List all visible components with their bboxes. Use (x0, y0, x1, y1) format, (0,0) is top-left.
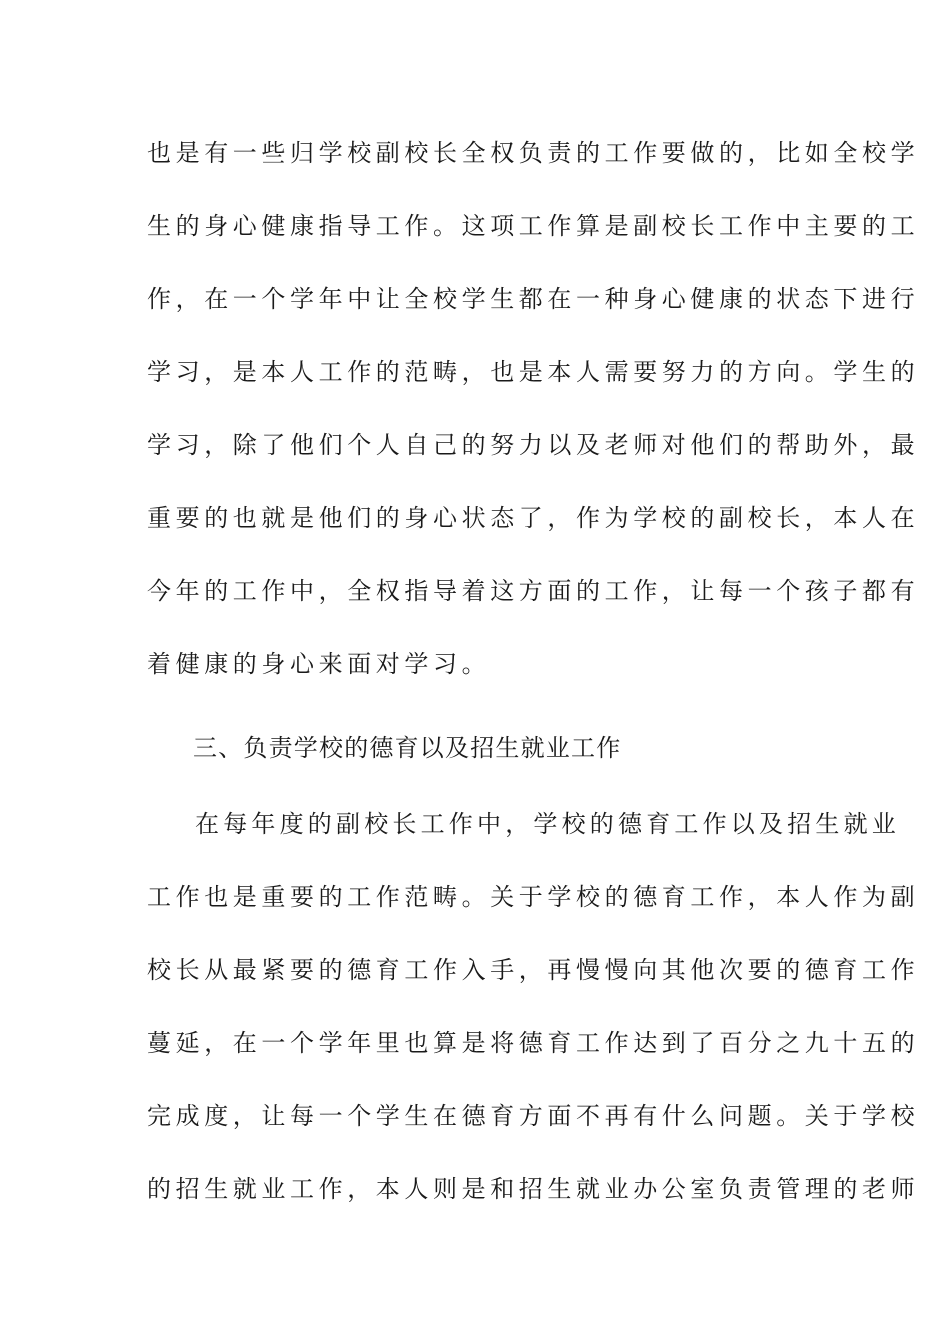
paragraph-line: 工作也是重要的工作范畴。关于学校的德育工作，本人作为副 (147, 883, 920, 911)
paragraph-line: 作，在一个学年中让全校学生都在一种身心健康的状态下进行 (147, 285, 920, 313)
paragraph-line: 重要的也就是他们的身心状态了，作为学校的副校长，本人在 (147, 504, 920, 532)
paragraph-line: 学习，除了他们个人自己的努力以及老师对他们的帮助外，最 (147, 431, 920, 459)
paragraph-line: 生的身心健康指导工作。这项工作算是副校长工作中主要的工 (147, 212, 920, 240)
paragraph-line: 学习，是本人工作的范畴，也是本人需要努力的方向。学生的 (147, 358, 920, 386)
paragraph-line: 也是有一些归学校副校长全权负责的工作要做的，比如全校学 (147, 139, 920, 167)
paragraph-line: 今年的工作中，全权指导着这方面的工作，让每一个孩子都有 (147, 577, 920, 605)
paragraph-line: 完成度，让每一个学生在德育方面不再有什么问题。关于学校 (147, 1102, 920, 1130)
paragraph-line: 在每年度的副校长工作中，学校的德育工作以及招生就业 (195, 810, 900, 838)
paragraph-line: 校长从最紧要的德育工作入手，再慢慢向其他次要的德育工作 (147, 956, 920, 984)
section-heading: 三、负责学校的德育以及招生就业工作 (193, 734, 622, 762)
paragraph-line: 的招生就业工作，本人则是和招生就业办公室负责管理的老师 (147, 1175, 920, 1203)
paragraph-line: 蔓延，在一个学年里也算是将德育工作达到了百分之九十五的 (147, 1029, 920, 1057)
paragraph-line: 着健康的身心来面对学习。 (147, 650, 491, 678)
